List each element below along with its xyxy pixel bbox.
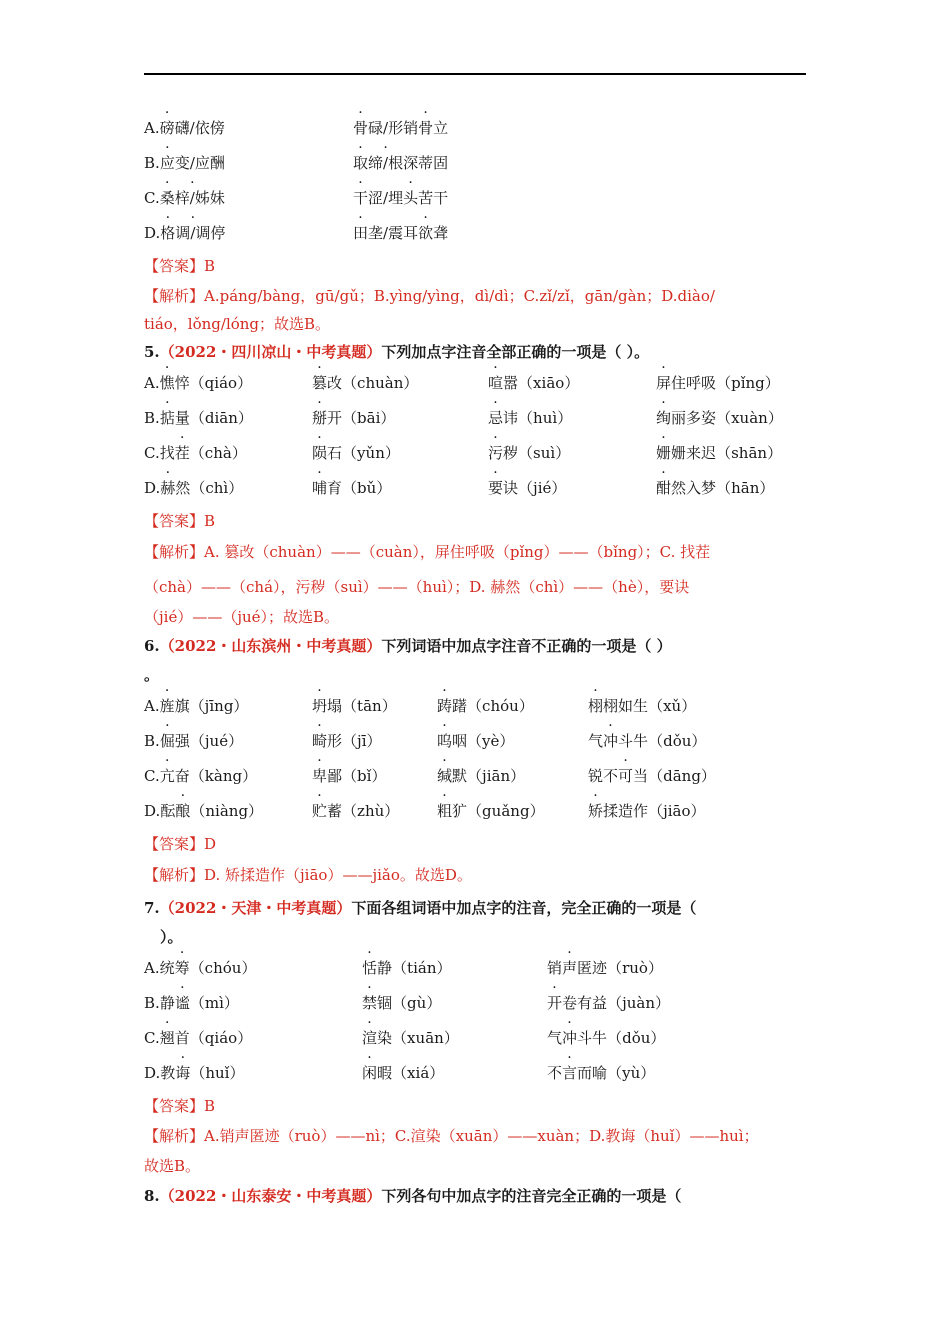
analysis-7-line-1: 【解析】A.销声匿迹（ruò）——nì；C.渲染（xuān）——xuàn；D.教诲（huǐ）——huì；	[144, 1127, 759, 1145]
option-item: 贮蓄（zhù）	[312, 802, 400, 820]
emphasis-dot-char: 哺	[312, 479, 328, 497]
question-6-stem-end: 。	[144, 666, 160, 684]
question-6-stem	[144, 636, 672, 656]
answer-6: 【答案】D	[144, 835, 217, 853]
emphasis-dot-char: 篡	[312, 374, 328, 392]
answer-4: 【答案】B	[144, 257, 216, 275]
question-7-stem	[144, 898, 696, 918]
emphasis-dot-char: 恬	[362, 959, 378, 977]
option-item: 篡改（chuàn）	[312, 374, 419, 392]
analysis-5-line-1: 【解析】A. 篡改（chuàn）——（cuàn），屏住呼吸（pǐng）——（bǐng）；C. 找茬	[144, 543, 711, 561]
option-item: B.静谧（mì）	[144, 994, 239, 1012]
emphasis-dot-char: 骨	[353, 119, 369, 137]
option-item: C.翘首（qiáo）	[144, 1029, 253, 1047]
emphasis-dot-char: 陨	[312, 444, 328, 462]
emphasis-dot-char: 污	[488, 444, 504, 462]
emphasis-dot-char: 可	[618, 767, 634, 785]
emphasis-dot-char: 屏	[656, 374, 672, 392]
emphasis-dot-char: 酣	[656, 479, 672, 497]
answer-5: 【答案】B	[144, 512, 216, 530]
emphasis-dot-char: 旌	[159, 697, 175, 715]
question-source: （2022・四川凉山・中考真题）	[159, 343, 382, 361]
emphasis-dot-char: 贮	[312, 802, 328, 820]
option-item: 屏住呼吸（pǐng）	[656, 374, 780, 392]
option-item: B.倔强（jué）	[144, 732, 244, 750]
option-item: 陨石（yǔn）	[312, 444, 400, 462]
option-item: C.桑梓· /姊妹	[144, 188, 225, 208]
emphasis-dot-char: 应	[159, 154, 175, 172]
option-item: 骨碌/形销骨立	[353, 119, 449, 137]
emphasis-dot-char: 卑	[312, 767, 328, 785]
emphasis-dot-char: 矫	[588, 802, 604, 820]
emphasis-dot-char: 茬	[174, 444, 190, 462]
option-item: B.应变/应酬	[144, 154, 225, 172]
analysis-7-line-2: 故选B。	[144, 1157, 201, 1175]
emphasis-dot-char: 取	[353, 154, 369, 172]
answer-7: 【答案】B	[144, 1097, 216, 1115]
option-item: C.亢奋（kàng）	[144, 767, 258, 785]
question-text: 下面各组词语中加点字的注音，完全正确的一项是（	[351, 899, 697, 917]
emphasis-dot-char: 踌	[437, 697, 453, 715]
option-item: 不言而喻（yù）	[547, 1064, 656, 1082]
emphasis-dot-char: 声	[562, 959, 578, 977]
option-item: A.旌旗（jīng）	[144, 697, 249, 715]
option-item: A.磅礴/依傍	[144, 119, 225, 137]
option-item: B.掂量（diān）	[144, 409, 253, 427]
option-item: 矫揉造作（jiāo）	[588, 802, 706, 820]
option-item: 缄默（jiān）	[437, 767, 526, 785]
question-8-stem	[144, 1186, 681, 1206]
emphasis-dot-char: 掂	[159, 409, 175, 427]
option-item: 气冲斗牛（dǒu）	[588, 732, 707, 750]
option-item: 坍塌（tān）	[312, 697, 397, 715]
option-item: 哺育（bǔ）	[312, 479, 392, 497]
header-rule	[144, 73, 806, 75]
emphasis-dot-char: 骨	[418, 119, 434, 137]
emphasis-dot-char: 姗	[656, 444, 672, 462]
emphasis-dot-char: 言	[562, 1064, 578, 1082]
emphasis-dot-char: 翘	[159, 1029, 175, 1047]
emphasis-dot-char: 掰	[312, 409, 328, 427]
emphasis-dot-char: 粗	[437, 802, 453, 820]
option-item: 粗犷（guǎng）	[437, 802, 545, 820]
option-item: 卑鄙（bǐ）	[312, 767, 387, 785]
emphasis-dot-char: 诲	[175, 1064, 191, 1082]
emphasis-dot-char: 禁	[362, 994, 378, 1012]
option-item: 要诀（jié）	[488, 479, 567, 497]
analysis-4-line-2: tiáo，lǒng/lóng；故选B。	[144, 315, 331, 333]
emphasis-dot-char: 憔	[159, 374, 175, 392]
analysis-5-line-3: （jié）——（jué）；故选B。	[144, 608, 340, 626]
option-item: 田垄/震耳欲聋	[353, 224, 449, 242]
option-item: 开卷有益（juàn）	[547, 994, 671, 1012]
emphasis-dot-char: 干	[353, 189, 369, 207]
question-text: 下列加点字注音全部正确的一项是（ ）。	[381, 343, 650, 361]
emphasis-dot-char: 亢	[159, 767, 175, 785]
option-item: D.格调· /调停	[144, 223, 225, 243]
emphasis-dot-char: 磅	[159, 119, 175, 137]
option-item: A.统筹（chóu）	[144, 959, 257, 977]
option-item: 踌躇（chóu）	[437, 697, 534, 715]
option-item: 栩栩如生（xǔ）	[588, 697, 697, 715]
option-item: 污秽（suì）	[488, 444, 571, 462]
question-text: 下列各句中加点字的注音完全正确的一项是（	[381, 1187, 682, 1205]
analysis-5-line-2: （chà）——（chá），污秽（suì）——（huì）；D. 赫然（chì）——（hè），要诀	[144, 578, 690, 596]
option-item: 干涩/埋头苦干	[353, 189, 449, 207]
option-item: 呜咽（yè）	[437, 732, 515, 750]
emphasis-dot-char: · /	[190, 223, 195, 243]
emphasis-dot-char: 坍	[312, 697, 328, 715]
emphasis-dot-char: 酿	[175, 802, 191, 820]
emphasis-dot-char: · /	[383, 153, 388, 173]
question-source: （2022・山东滨州・中考真题）	[159, 637, 382, 655]
question-number: 5.	[144, 343, 160, 361]
emphasis-dot-char: 要	[488, 479, 504, 497]
option-item: 取缔· /根深蒂固	[353, 153, 448, 173]
emphasis-dot-char: 谧	[174, 994, 190, 1012]
analysis-4-line-1: 【解析】A.páng/bàng，gū/gǔ；B.yìng/yìng，dì/dì；C.zǐ/zǐ，gān/gàn；D.diào/	[144, 287, 715, 305]
emphasis-dot-char: 冲	[562, 1029, 578, 1047]
option-item: 姗姗来迟（shān）	[656, 444, 783, 462]
question-7-stem-end: ）。	[160, 928, 183, 946]
option-item: 渲染（xuān）	[362, 1029, 459, 1047]
emphasis-dot-char: 田	[353, 224, 369, 242]
emphasis-dot-char: 闲	[362, 1064, 378, 1082]
option-item: 锐不可当（dāng）	[588, 767, 716, 785]
emphasis-dot-char: · /	[190, 188, 195, 208]
option-item: D.酝酿（niàng）	[144, 802, 264, 820]
question-source: （2022・山东泰安・中考真题）	[159, 1187, 382, 1205]
emphasis-dot-char: 绚	[656, 409, 672, 427]
question-number: 7.	[144, 899, 160, 917]
emphasis-dot-char: 桑	[159, 189, 175, 207]
emphasis-dot-char: 冲	[603, 732, 619, 750]
question-text: 下列词语中加点字注音不正确的一项是（ ）	[381, 637, 672, 655]
emphasis-dot-char: 栩	[588, 697, 604, 715]
option-item: 忌讳（huì）	[488, 409, 573, 427]
emphasis-dot-char: 欲	[418, 224, 434, 242]
emphasis-dot-char: 畸	[312, 732, 328, 750]
emphasis-dot-char: 格	[160, 224, 176, 242]
option-item: 销声匿迹（ruò）	[547, 959, 663, 977]
emphasis-dot-char: 呜	[437, 732, 453, 750]
analysis-6-line-1: 【解析】D. 矫揉造作（jiāo）——jiǎo。故选D。	[144, 866, 472, 884]
option-item: A.憔悴（qiáo）	[144, 374, 253, 392]
option-item: 闲暇（xiá）	[362, 1064, 445, 1082]
emphasis-dot-char: 喧	[488, 374, 504, 392]
emphasis-dot-char: 开	[547, 994, 563, 1012]
question-5-stem	[144, 342, 649, 362]
question-source: （2022・天津・中考真题）	[159, 899, 352, 917]
option-item: 酣然入梦（hān）	[656, 479, 775, 497]
emphasis-dot-char: 倔	[159, 732, 175, 750]
emphasis-dot-char: 筹	[174, 959, 190, 977]
emphasis-dot-char: 赫	[160, 479, 176, 497]
question-number: 8.	[144, 1187, 160, 1205]
option-item: 掰开（bāi）	[312, 409, 396, 427]
option-item: 喧嚣（xiāo）	[488, 374, 580, 392]
question-number: 6.	[144, 637, 160, 655]
option-item: 绚丽多姿（xuàn）	[656, 409, 783, 427]
option-item: 畸形（jī）	[312, 732, 382, 750]
option-item: C.找茬（chà）	[144, 444, 247, 462]
emphasis-dot-char: 缄	[437, 767, 453, 785]
option-item: 恬静（tián）	[362, 959, 452, 977]
option-item: 禁锢（gù）	[362, 994, 442, 1012]
emphasis-dot-char: 渲	[362, 1029, 378, 1047]
emphasis-dot-char: 头	[403, 189, 419, 207]
option-item: D.赫然（chì）	[144, 479, 244, 497]
emphasis-dot-char: 忌	[488, 409, 504, 427]
option-item: 气冲斗牛（dǒu）	[547, 1029, 666, 1047]
option-item: D.教诲（huǐ）	[144, 1064, 245, 1082]
